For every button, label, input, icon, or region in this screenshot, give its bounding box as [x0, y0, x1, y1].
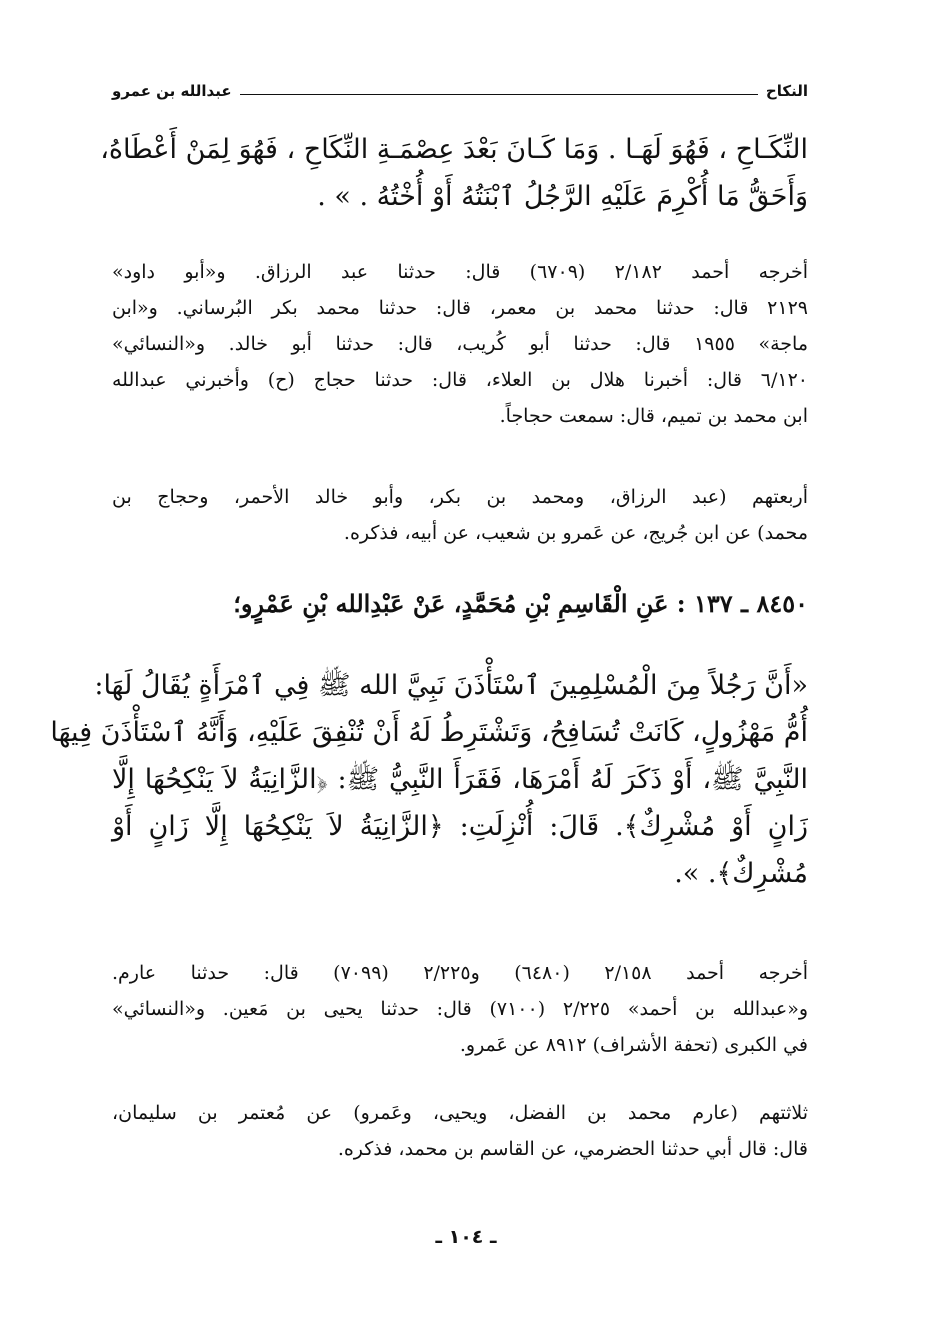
header-chapter-title: النكاح: [765, 82, 808, 100]
continued-hadith-text: [100, 126, 808, 220]
takhrij-paragraph: [112, 1095, 808, 1167]
text-line: النِّكَـاحِ ، فَهُوَ لَهَـا . وَمَا كَـانَ بَعْدَ عِصْمَـةِ النِّكَاحِ ، فَهُوَ لِمَنْ أَعْطَاهُ،: [100, 134, 808, 165]
page-number: ـ ١٠٤ ـ: [435, 1226, 497, 1248]
text-line: أُمُّ مَهْزُولٍ، كَانَتْ تُسَافِحُ، وَتَشْتَرِطُ لَهُ أَنْ تُنْفِقَ عَلَيْهِ، وَأَنَّهُ ٱسْتَأْذَنَ فِيهَا: [50, 717, 808, 748]
note-line: قال: قال أبي حدثنا الحضرمي، عن القاسم بن محمد، فذكره.: [337, 1138, 808, 1160]
text-line: «أَنَّ رَجُلاً مِنَ الْمُسْلِمِينَ ٱسْتَأْذَنَ نَبِيَّ الله ﷺ فِي ٱمْرَأَةٍ يُقَالُ لَهَا:: [94, 670, 808, 701]
header-narrator-title: عبدالله بن عمرو: [112, 82, 232, 100]
header-rule: [240, 94, 758, 95]
note-line: ابن محمد بن تميم، قال: سمعت حجاجاً.: [499, 405, 808, 427]
text-line: وَأَحَقُّ مَا أُكْرِمَ عَلَيْهِ الرَّجُلُ ٱبْنَتُهُ أَوْ أُخْتُهُ . » .: [317, 181, 808, 212]
note-line: و«عبدالله بن أحمد» ٢/٢٢٥ (٧١٠٠) قال: حدثنا يحيى بن مَعين. و«النسائي»: [112, 998, 808, 1020]
running-header: [112, 82, 808, 100]
note-line: ٢١٢٩ قال: حدثنا محمد بن معمر، قال: حدثنا محمد بكر البُرساني. و«ابن: [112, 297, 808, 319]
note-line: محمد) عن ابن جُريج، عن عَمرو بن شعيب، عن أبيه، فذكره.: [343, 522, 808, 544]
note-line: ماجة» ١٩٥٥ قال: حدثنا أبو كُريب، قال: حدثنا أبو خالد. و«النسائي»: [112, 333, 808, 355]
takhrij-paragraph: [112, 955, 808, 1063]
note-line: أخرجه أحمد ٢/١٥٨ (٦٤٨٠) و٢/٢٢٥ (٧٠٩٩) قال: حدثنا عارم.: [112, 962, 809, 984]
text-line: زَانٍ أَوْ مُشْرِكٌ﴾. قَالَ: أُنْزِلَتِ: ﴿الزَّانِيَةُ لاَ يَنْكِحُهَا إِلَّا زَانٍ أَوْ: [112, 811, 808, 842]
note-line: أخرجه أحمد ٢/١٨٢ (٦٧٠٩) قال: حدثنا عبد الرزاق. و«أبو داود»: [112, 261, 809, 283]
text-line: النَّبِيَّ ﷺ، أَوْ ذَكَرَ لَهُ أَمْرَهَا، فَقَرَأَ النَّبِيُّ ﷺ: ﴿الزَّانِيَةُ لاَ يَنْكِحُهَا إِلَّا: [112, 764, 808, 795]
takhrij-paragraph: [112, 254, 808, 434]
note-line: ٦/١٢٠ قال: أخبرنا هلال بن العلاء، قال: حدثنا حجاج (ح) وأخبرني عبدالله: [112, 369, 808, 391]
hadith-heading: [112, 582, 808, 626]
hadith-number-and-isnad: ٨٤٥٠ ـ ١٣٧ : عَنِ الْقَاسِمِ بْنِ مُحَمَّدٍ، عَنْ عَبْدِالله بْنِ عَمْرٍو؛: [233, 589, 808, 618]
text-line: مُشْرِكٌ﴾. ».: [674, 858, 808, 889]
note-line: أربعتهم (عبد الرزاق، ومحمد بن بكر، وأبو خالد الأحمر، وحجاج بن: [112, 486, 808, 508]
note-line: ثلاثتهم (عارم محمد بن الفضل، ويحيى، وعَمرو) عن مُعتمر بن سليمان،: [112, 1102, 808, 1124]
hadith-matn: [50, 662, 808, 897]
note-line: في الكبرى (تحفة الأشراف) ٨٩١٢ عن عَمرو.: [459, 1034, 808, 1056]
takhrij-paragraph: [112, 479, 808, 551]
